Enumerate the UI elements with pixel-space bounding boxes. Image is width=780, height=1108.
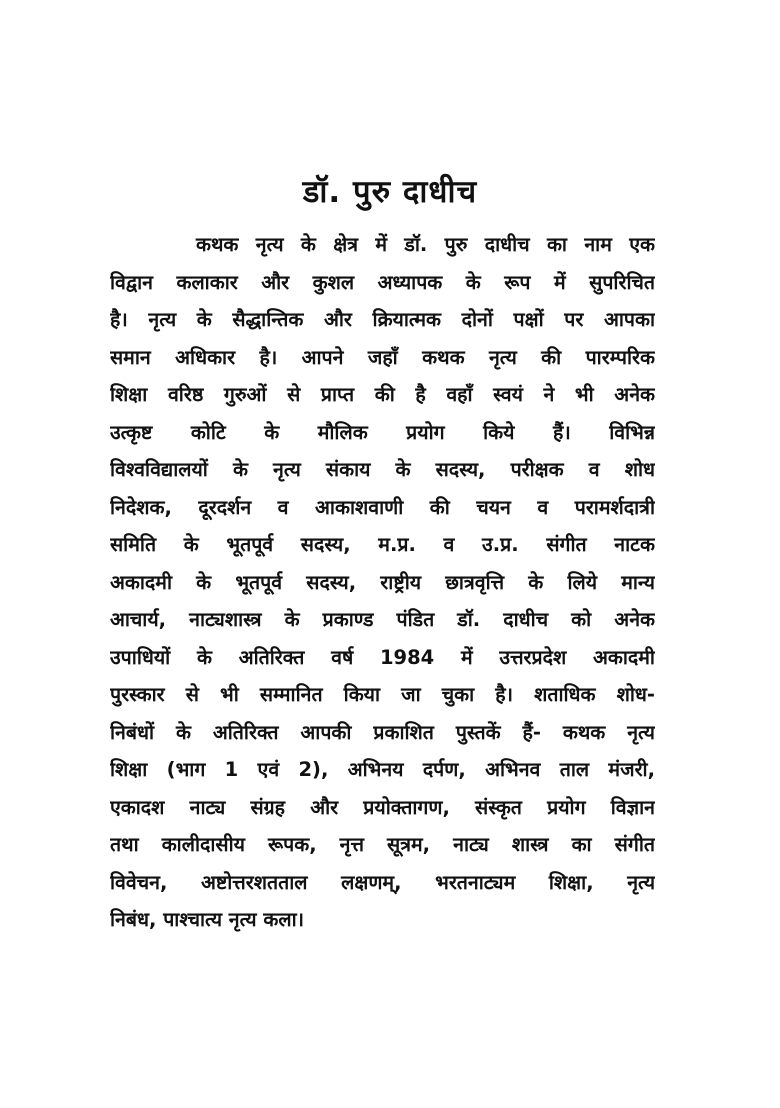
paragraph-line: है। नृत्य के सैद्धान्तिक और क्रियात्मक दोनों पक्षों पर आपका <box>110 308 655 331</box>
paragraph-line: शिक्षा (भाग 1 एवं 2), अभिनय दर्पण, अभिनव ताल मंजरी, <box>110 758 655 781</box>
paragraph-line: तथा कालीदासीय रूपक, नृत्त सूत्रम, नाट्य शास्त्र का संगीत <box>110 833 655 856</box>
paragraph-line: कथक नृत्य के क्षेत्र में डॉ. पुरु दाधीच का नाम एक <box>196 233 655 256</box>
paragraph-line: उपाधियों के अतिरिक्त वर्ष 1984 में उत्तरप्रदेश अकादमी <box>110 645 655 669</box>
paragraph-line: विवेचन, अष्टोत्तरशतताल लक्षणम्, भरतनाट्यम शिक्षा, नृत्य <box>110 870 655 894</box>
paragraph-line: विद्वान कलाकार और कुशल अध्यापक के रूप में सुपरिचित <box>110 270 655 294</box>
paragraph-line: एकादश नाट्य संग्रह और प्रयोक्तागण, संस्कृत प्रयोग विज्ञान <box>110 795 655 819</box>
paragraph-line: निबंध, पाश्चात्य नृत्य कला। <box>110 908 305 931</box>
paragraph-line: निबंधों के अतिरिक्त आपकी प्रकाशित पुस्तकें हैं- कथक नृत्य <box>110 720 655 744</box>
paragraph-line: विश्वविद्यालयों के नृत्य संकाय के सदस्य, परीक्षक व शोध <box>110 458 655 481</box>
paragraph-line: आचार्य, नाट्यशास्त्र के प्रकाण्ड पंडित डॉ. दाधीच को अनेक <box>110 608 655 631</box>
page-title: डॉ. पुरु दाधीच <box>302 174 478 210</box>
biography-paragraph <box>110 226 655 939</box>
paragraph-line: समान अधिकार है। आपने जहाँ कथक नृत्य की पारम्परिक <box>110 345 655 369</box>
paragraph-line: उत्कृष्ट कोटि के मौलिक प्रयोग किये हैं। विभिन्न <box>110 420 655 444</box>
paragraph-line: समिति के भूतपूर्व सदस्य, म.प्र. व उ.प्र. संगीत नाटक <box>110 533 655 556</box>
paragraph-line: शिक्षा वरिष्ठ गुरुओं से प्राप्त की है वहाँ स्वयं ने भी अनेक <box>110 383 655 406</box>
paragraph-line: निदेशक, दूरदर्शन व आकाशवाणी की चयन व परामर्शदात्री <box>110 495 655 519</box>
paragraph-line: पुरस्कार से भी सम्मानित किया जा चुका है। शताधिक शोध- <box>110 683 655 706</box>
paragraph-line: अकादमी के भूतपूर्व सदस्य, राष्ट्रीय छात्रवृत्ति के लिये मान्य <box>110 570 655 594</box>
